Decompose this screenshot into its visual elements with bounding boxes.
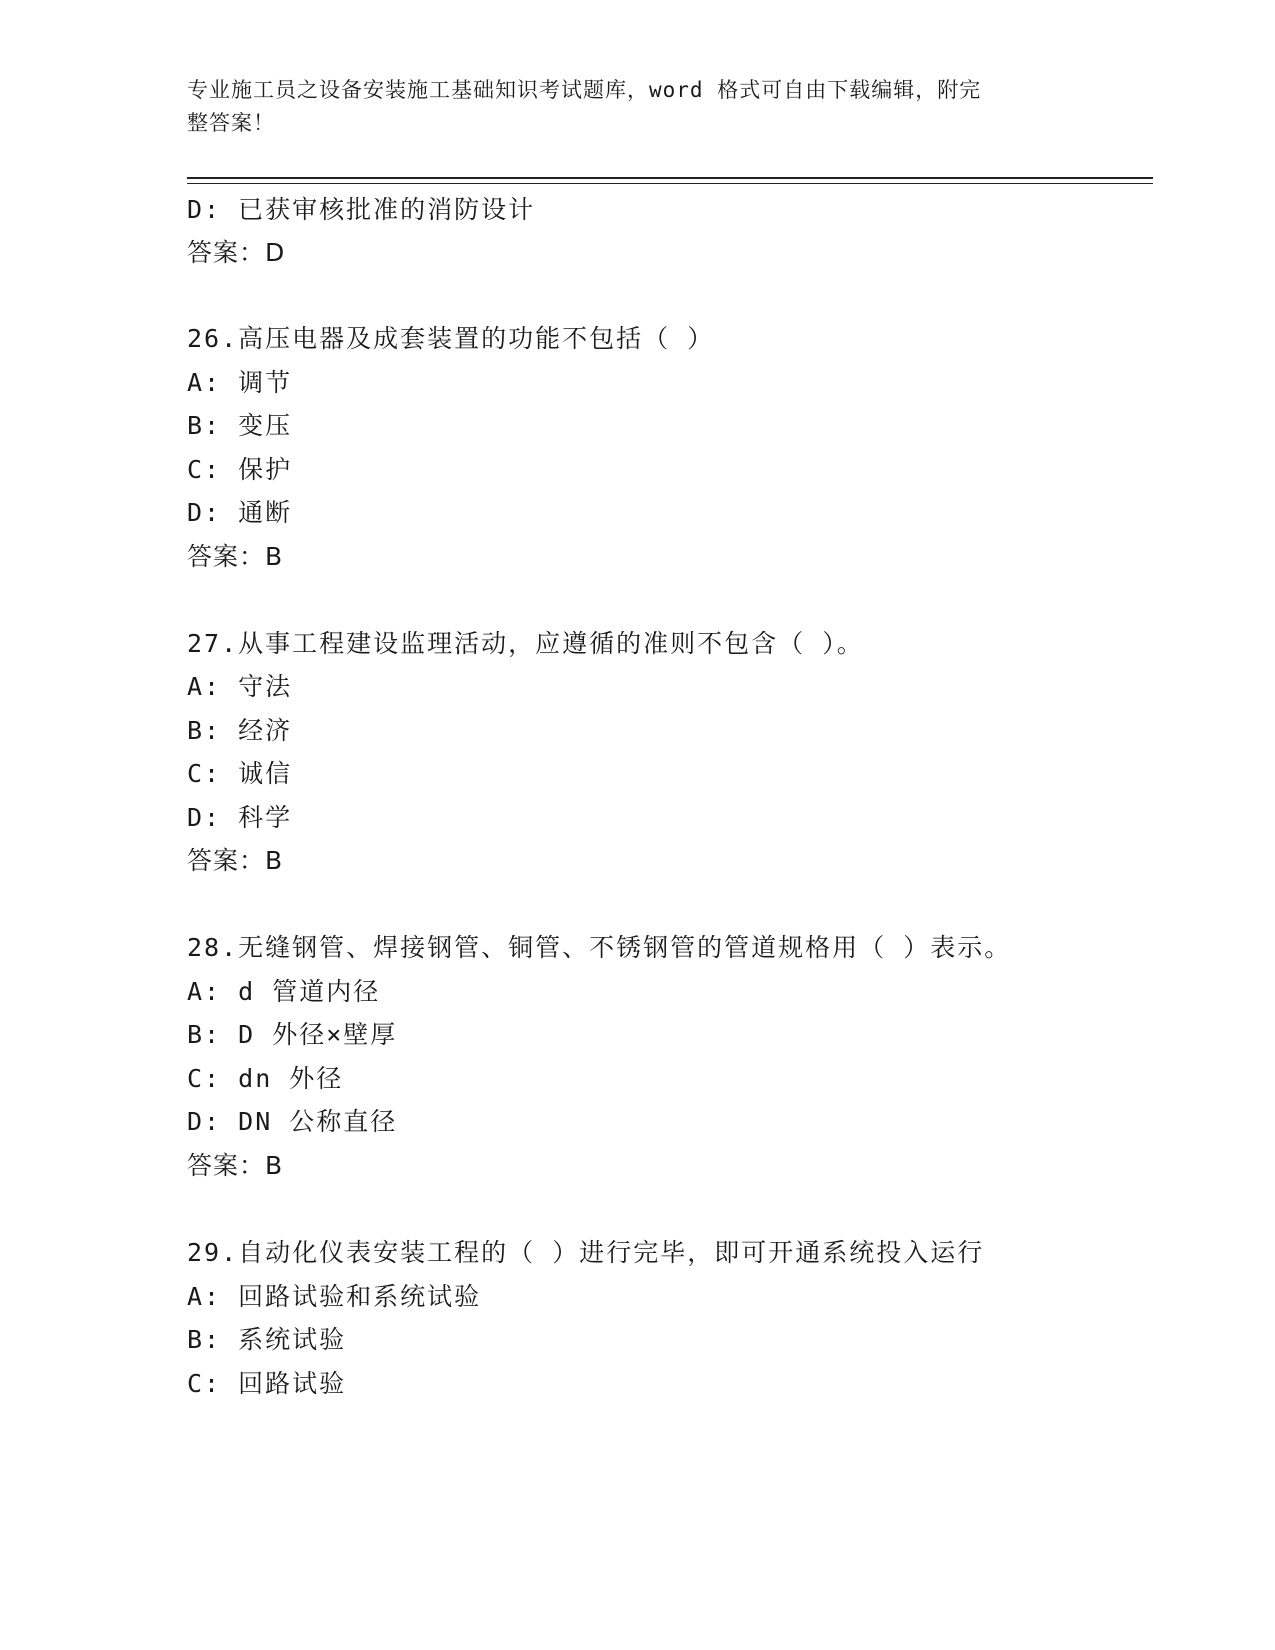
- q29-option-b: B: 系统试验: [187, 1325, 347, 1354]
- q27-option-a: A: 守法: [187, 672, 293, 701]
- q29-option-c: C: 回路试验: [187, 1369, 347, 1398]
- q28-stem: 28.无缝钢管、焊接钢管、铜管、不锈钢管的管道规格用（ ）表示。: [187, 933, 1012, 962]
- header-line-2: 整答案！: [187, 111, 275, 135]
- header-divider-thin: [187, 183, 1153, 184]
- prev-answer: 答案：D: [187, 238, 286, 267]
- q26-option-c: C: 保护: [187, 455, 293, 484]
- q28-option-c: C: dn 外径: [187, 1064, 344, 1093]
- q27-option-b: B: 经济: [187, 716, 293, 745]
- header-line-1: 专业施工员之设备安装施工基础知识考试题库，word 格式可自由下载编辑，附完: [187, 78, 982, 102]
- q26-answer: 答案：B: [187, 542, 284, 571]
- q29-option-a: A: 回路试验和系统试验: [187, 1282, 482, 1311]
- q26-option-b: B: 变压: [187, 411, 293, 440]
- q27-option-c: C: 诚信: [187, 759, 293, 788]
- document-header: [187, 74, 1087, 140]
- prev-option-d: D: 已获审核批准的消防设计: [187, 195, 536, 224]
- q28-option-b: B: D 外径×壁厚: [187, 1020, 398, 1049]
- q26-option-d: D: 通断: [187, 498, 293, 527]
- q28-option-a: A: d 管道内径: [187, 977, 381, 1006]
- q27-stem: 27.从事工程建设监理活动，应遵循的准则不包含（ ）。: [187, 629, 864, 658]
- q28-option-d: D: DN 公称直径: [187, 1107, 398, 1136]
- q28-answer: 答案：B: [187, 1151, 284, 1180]
- q27-option-d: D: 科学: [187, 803, 293, 832]
- header-divider-thick: [187, 177, 1153, 179]
- q29-stem: 29.自动化仪表安装工程的（ ）进行完毕，即可开通系统投入运行: [187, 1238, 985, 1267]
- q26-option-a: A: 调节: [187, 368, 293, 397]
- q27-answer: 答案：B: [187, 846, 284, 875]
- q26-stem: 26.高压电器及成套装置的功能不包括（ ）: [187, 324, 715, 353]
